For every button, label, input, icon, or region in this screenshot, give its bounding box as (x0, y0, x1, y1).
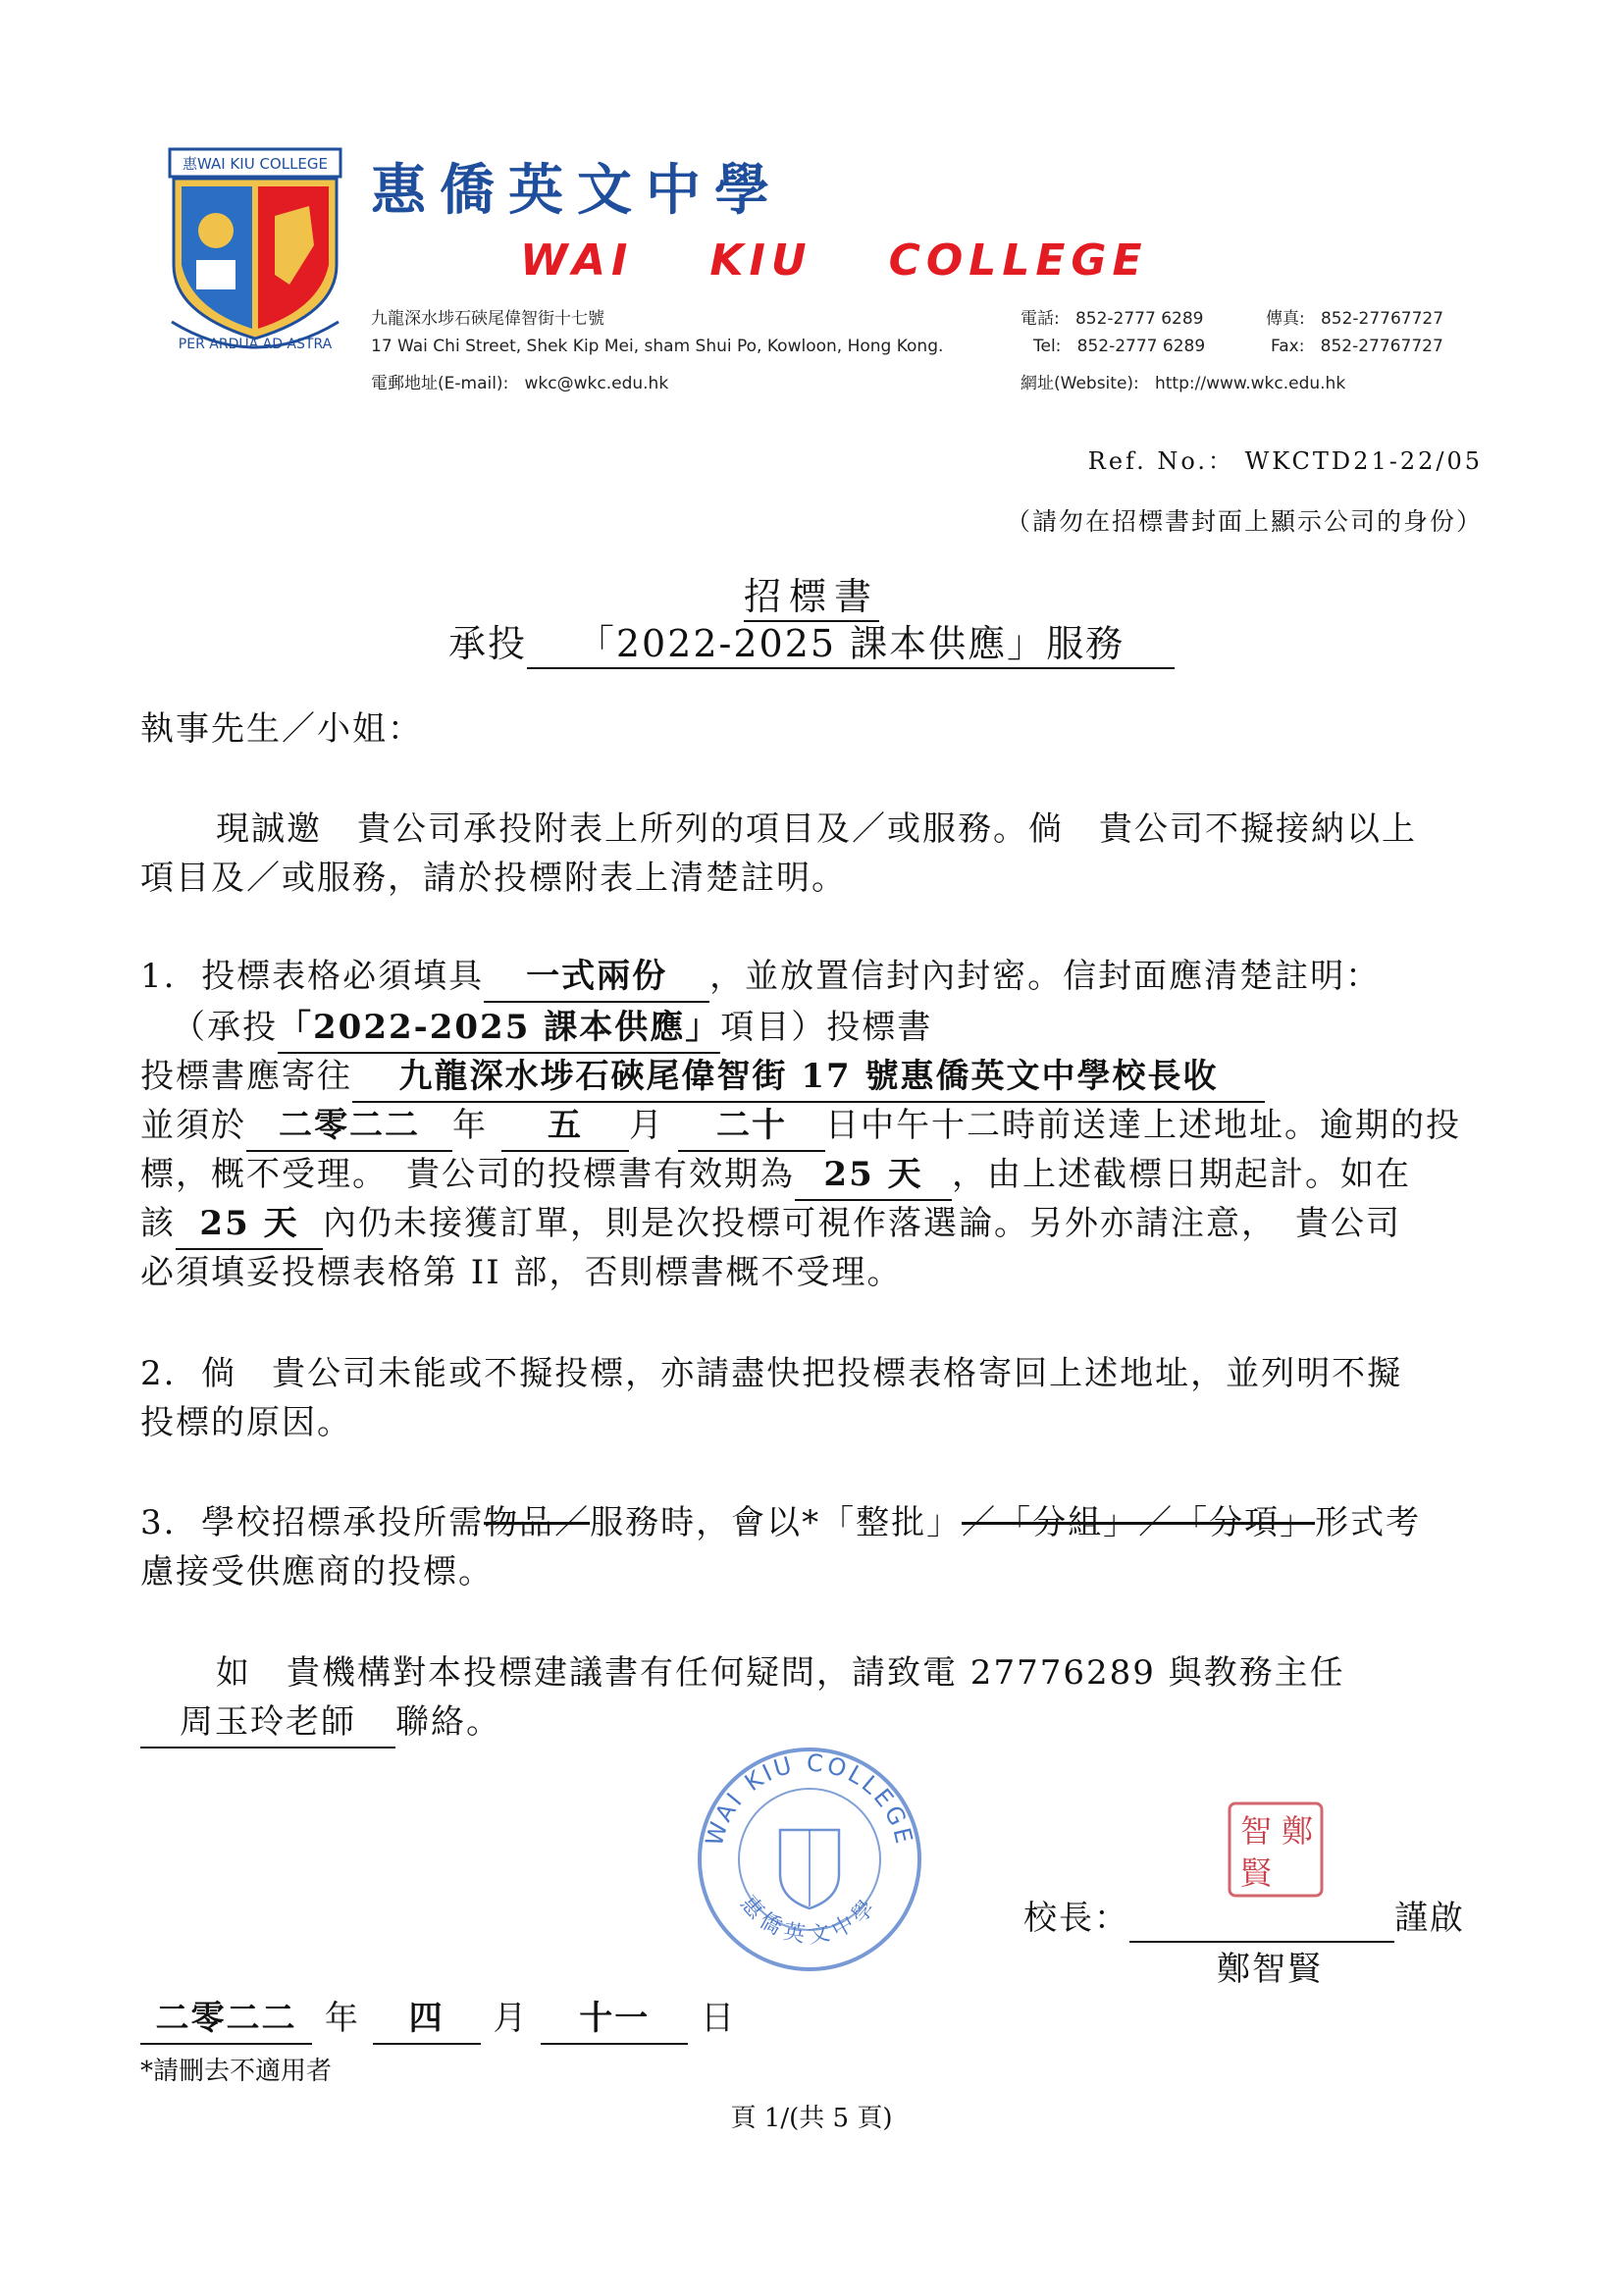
item-number: 2. (140, 1354, 177, 1393)
school-name-en-word: WAI (520, 235, 634, 286)
address-zh: 九龍深水埗石硤尾偉智街十七號 (371, 309, 604, 329)
item1-line-7: 必須填妥投標表格第 II 部，否則標書概不受理。 (140, 1253, 903, 1292)
crest-motto: PER ARDUA AD ASTRA (178, 337, 333, 352)
stamp-ring-text-zh: 惠僑英文中學 (735, 1891, 884, 1950)
tel-en (1033, 337, 1205, 356)
item2-line-1 (140, 1349, 1402, 1398)
closing-text: 謹啟 (1394, 1899, 1465, 1938)
project-field: 「2022-2025 課本供應」 (278, 1003, 720, 1054)
item2-text: 倘 貴公司未能或不擬投標，亦請盡快把投標表格寄回上述地址，並列明不擬 (201, 1354, 1403, 1393)
page-number: 頁 1/(共 5 頁) (730, 2104, 893, 2133)
contact-text: 聯絡。 (395, 1702, 501, 1742)
item-number: 3. (140, 1503, 177, 1542)
fax-zh-label: 傳真: (1266, 309, 1305, 329)
tel-en-label: Tel: (1033, 337, 1062, 356)
tender-subject-project: 「2022-2025 課本供應」服務 (527, 613, 1175, 669)
item-number: 1. (140, 957, 177, 996)
tel-zh (1021, 304, 1203, 329)
principal-name: 鄭智賢 (1217, 1950, 1323, 1989)
item1-text: 項目）投標書 (720, 1008, 933, 1047)
school-stamp (692, 1742, 927, 1977)
struck-option: 物品／ (484, 1503, 591, 1542)
date-month-label: 月 (493, 1999, 529, 2038)
tel-zh-value: 852-2777 6289 (1074, 309, 1204, 329)
signature-field (1129, 1902, 1394, 1943)
contact-line-2 (140, 1697, 501, 1748)
principal-seal (1227, 1800, 1325, 1899)
deadline-month-field: 五 (501, 1101, 629, 1152)
deadline-day-field: 二十 (678, 1101, 825, 1152)
seal-char: 賢 (1239, 1854, 1273, 1892)
address-en: 17 Wai Chi Street, Shek Kip Mei, sham Shui Po, Kowloon, Hong Kong. (371, 337, 944, 356)
item1-text: ，由上述截標日期起計。如在 (952, 1155, 1411, 1194)
item1-text: 投標表格必須填具 (201, 957, 485, 996)
item1-text: 並須於 (140, 1106, 246, 1145)
website-line (1021, 369, 1345, 393)
fax-en-value: 852-27767727 (1320, 337, 1443, 356)
email-label: 電郵地址(E-mail): (371, 374, 509, 393)
item1-text: 年 (452, 1106, 488, 1145)
salutation: 執事先生／小姐： (140, 709, 423, 749)
date-year-label: 年 (324, 1999, 360, 2038)
item1-line-2 (172, 1003, 932, 1054)
seal-char: 智 (1239, 1812, 1273, 1850)
validity-field-2: 25 天 (176, 1199, 323, 1250)
fax-en-label: Fax: (1271, 337, 1305, 356)
tel-en-value: 852-2777 6289 (1076, 337, 1206, 356)
item1-text: ，並放置信封內封密。信封面應清楚註明： (709, 957, 1382, 996)
item2-line-2: 投標的原因。 (140, 1403, 352, 1442)
contact-line-1: 如 貴機構對本投標建議書有任何疑問，請致電 27776289 與教務主任 (216, 1653, 1345, 1693)
item1-text: 該 (140, 1204, 176, 1243)
intro-line-2: 項目及／或服務，請於投標附表上清楚註明。 (140, 859, 847, 898)
website-label: 網址(Website): (1021, 374, 1139, 393)
item3-text: 學校招標承投所需 (201, 1503, 485, 1542)
address-field: 九龍深水埗石硤尾偉智街 17 號惠僑英文中學校長收 (352, 1052, 1265, 1103)
fax-zh (1266, 304, 1443, 329)
letter-date (140, 1994, 736, 2045)
item1-text: 月 (629, 1106, 664, 1145)
reference-number: Ref. No.： WKCTD21-22/05 (1087, 447, 1483, 475)
item3-line-1 (140, 1498, 1421, 1547)
date-day-label: 日 (701, 1999, 737, 2038)
item3-line-2: 慮接受供應商的投標。 (140, 1552, 494, 1592)
signature-line (1023, 1894, 1465, 1943)
item3-text: 服務時，會以*「整批」 (590, 1503, 963, 1542)
email-link[interactable]: wkc@wkc.edu.hk (524, 374, 669, 393)
item1-text: 標，概不受理。 貴公司的投標書有效期為 (140, 1155, 795, 1194)
item1-text: （承投 (172, 1008, 278, 1047)
tel-zh-label: 電話: (1021, 309, 1060, 329)
item1-line-1 (140, 952, 1381, 1003)
email-line (371, 369, 668, 393)
school-crest-logo (162, 147, 348, 353)
struck-option: ／「分組」／「分項」 (962, 1503, 1316, 1542)
fax-en (1271, 337, 1443, 356)
intro-line-1: 現誠邀 貴公司承投附表上所列的項目及／或服務。倘 貴公司不擬接納以上 (216, 809, 1417, 849)
tender-subject (0, 613, 1623, 669)
item1-text: 日中午十二時前送達上述地址。逾期的投 (825, 1106, 1461, 1145)
teacher-name-field: 周玉玲老師 (140, 1697, 395, 1748)
seal-char: 鄭 (1281, 1812, 1314, 1850)
date-year-field: 二零二二 (140, 1994, 312, 2045)
stamp-ring-text: WAI KIU COLLEGE (700, 1748, 919, 1850)
tender-subject-prefix: 承投 (447, 622, 527, 665)
date-month-field: 四 (373, 1994, 481, 2045)
item1-line-6 (140, 1199, 1401, 1250)
item1-text: 內仍未接獲訂單，則是次投標可視作落選論。另外亦請注意， 貴公司 (323, 1204, 1401, 1243)
copies-field: 一式兩份 (484, 952, 709, 1003)
school-name-en-word: COLLEGE (888, 235, 1148, 286)
item1-text: 投標書應寄往 (140, 1057, 352, 1096)
validity-field: 25 天 (795, 1150, 952, 1201)
date-day-field: 十一 (541, 1994, 688, 2045)
document-title (0, 566, 1623, 620)
item1-line-5 (140, 1150, 1411, 1201)
school-name-zh: 惠僑英文中學 (371, 158, 783, 223)
top-note: （請勿在招標書封面上顯示公司的身份） (1005, 507, 1483, 536)
fax-zh-value: 852-27767727 (1320, 309, 1444, 329)
item1-line-3 (140, 1052, 1265, 1103)
footnote: *請刪去不適用者 (140, 2057, 333, 2086)
item3-text: 形式考 (1315, 1503, 1422, 1542)
school-name-en (520, 235, 1148, 286)
item1-line-4 (140, 1101, 1461, 1152)
school-name-en-word: KIU (709, 235, 812, 286)
principal-label: 校長： (1023, 1899, 1129, 1938)
website-link[interactable]: http://www.wkc.edu.hk (1154, 374, 1346, 393)
crest-banner: 惠WAI KIU COLLEGE (182, 155, 329, 173)
document-title-text: 招標書 (744, 575, 879, 622)
deadline-year-field: 二零二二 (246, 1101, 452, 1152)
